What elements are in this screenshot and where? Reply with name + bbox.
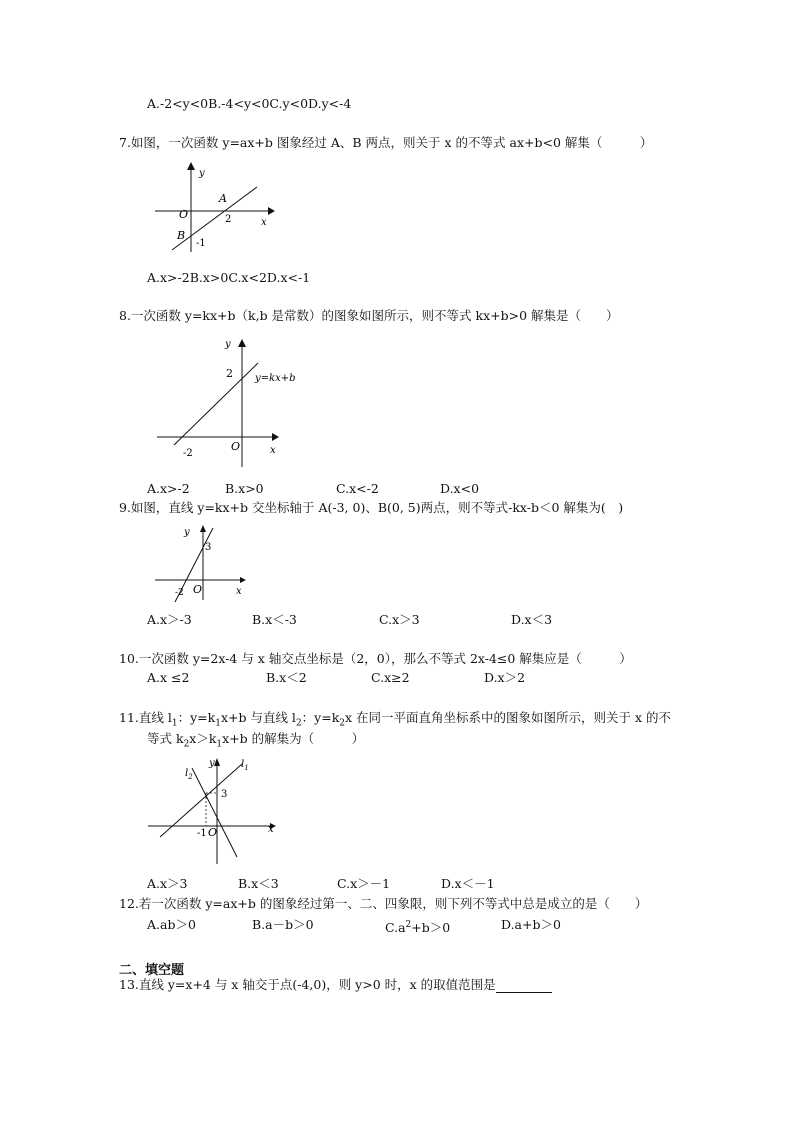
q11-option-a: A.x＞3 [147, 876, 188, 891]
q9-y-arrow [200, 525, 206, 532]
q12-stem: 12.若一次函数 y=ax+b 的图象经过第一、二、四象限，则下列不等式中总是成立的是（ ） [119, 896, 648, 911]
q8-option-c: C.x<-2 [336, 481, 379, 496]
q8-line-label: y=kx+b [255, 373, 296, 384]
q9-option-b: B.x＜-3 [252, 612, 297, 627]
q11-tick-3: 3 [221, 789, 228, 800]
q9-tick-3: 3 [205, 542, 212, 553]
q9-stem: 9.如图，直线 y=kx+b 交坐标轴于 A(-3, 0)、B(0, 5)两点，则不等式-kx-b＜0 解集为( ) [119, 500, 624, 515]
q11-origin-label: O [208, 826, 218, 839]
q11-stem-line2: 等式 $k_2x>k_1x+b$ 的解集为（ ） [147, 731, 365, 750]
q11-graph [145, 752, 285, 867]
q11-tick-neg1: -1 [197, 828, 207, 839]
q8-x-label: x [270, 445, 276, 456]
q7-graph [150, 160, 280, 260]
q7-tick-2: 2 [225, 214, 232, 225]
q11-l2-label: $l_2$ [185, 768, 193, 781]
q7-x-label: x [261, 217, 267, 228]
q9-graph [150, 520, 260, 605]
q8-x-arrow [272, 433, 279, 441]
q9-option-a: A.x＞-3 [147, 612, 192, 627]
q11-line-l2 [192, 768, 237, 857]
q7-options: A.x>-2B.x>0C.x<2D.x<-1 [147, 270, 311, 285]
q9-tick-neg2: -2 [175, 588, 184, 598]
q11-option-d: D.x＜－1 [441, 876, 495, 891]
q8-tick-2: 2 [226, 367, 233, 380]
q6-options: A.-2<y<0B.-4<y<0C.y<0D.y<-4 [147, 96, 352, 111]
q10-option-c: C.x≥2 [371, 670, 410, 685]
q10-option-b: B.x＜2 [266, 670, 307, 685]
q7-tick-neg1: -1 [196, 238, 206, 249]
q8-option-a: A.x>-2 [147, 481, 190, 496]
q7-point-b-label: B [177, 229, 186, 242]
q9-option-d: D.x＜3 [511, 612, 553, 627]
q12-option-b: B.a－b＞0 [252, 917, 314, 932]
q11-x-label: x [268, 824, 274, 835]
section-heading: 二、填空题 [119, 963, 185, 978]
q9-option-c: C.x＞3 [379, 612, 420, 627]
q10-option-a: A.x ≤2 [147, 670, 190, 685]
q11-l1-label: $l_1$ [241, 759, 249, 772]
q8-option-b: B.x>0 [225, 481, 264, 496]
q8-y-arrow [238, 339, 246, 347]
q8-stem: 8.一次函数 y=kx+b（k,b 是常数）的图象如图所示，则不等式 kx+b>0 解集是（ ） [119, 308, 619, 323]
q12-option-d: D.a+b＞0 [501, 917, 561, 932]
q11-option-b: B.x＜3 [238, 876, 279, 891]
q12-option-a: A.ab＞0 [147, 917, 196, 932]
q8-graph [150, 335, 310, 470]
q9-x-arrow [240, 577, 246, 583]
q11-stem-line1: 11.直线 $l_1$：$y=k_1x+b$ 与直线 $l_2$：$y=k_2x$ 在同一平面直角坐标系中的图象如图所示，则关于 x 的不 [119, 710, 672, 729]
q8-tick-neg2: -2 [183, 448, 193, 459]
q11-y-label: y [209, 758, 215, 769]
q7-point-a-label: A [219, 192, 227, 205]
q9-origin-label: O [193, 583, 203, 596]
q10-stem: 10.一次函数 y=2x-4 与 x 轴交点坐标是（2，0），那么不等式 2x-4≤0 解集应是（ ） [119, 651, 632, 666]
q12-option-c: $C.a^2+b>0$ [385, 920, 451, 936]
q7-stem: 7.如图，一次函数 y=ax+b 图象经过 A、B 两点，则关于 x 的不等式 ax+b<0 解集（ ） [119, 135, 653, 150]
q7-x-arrow [268, 207, 275, 215]
q9-x-label: x [236, 586, 242, 597]
q13-answer-blank[interactable] [496, 980, 552, 993]
q11-option-c: C.x＞－1 [337, 876, 391, 891]
q9-y-label: y [184, 527, 190, 538]
q13-stem: 13.直线 y=x+4 与 x 轴交于点(-4,0)，则 y>0 时，x 的取值范围是 [119, 977, 552, 993]
q8-function-line [174, 363, 258, 445]
q8-y-label: y [225, 339, 231, 350]
q7-y-arrow [187, 162, 195, 170]
q7-y-label: y [199, 168, 205, 179]
q10-option-d: D.x＞2 [484, 670, 526, 685]
q7-origin-label: O [179, 208, 189, 221]
q8-origin-label: O [231, 440, 241, 453]
q8-option-d: D.x<0 [440, 481, 480, 496]
q11-y-arrow [214, 758, 220, 766]
